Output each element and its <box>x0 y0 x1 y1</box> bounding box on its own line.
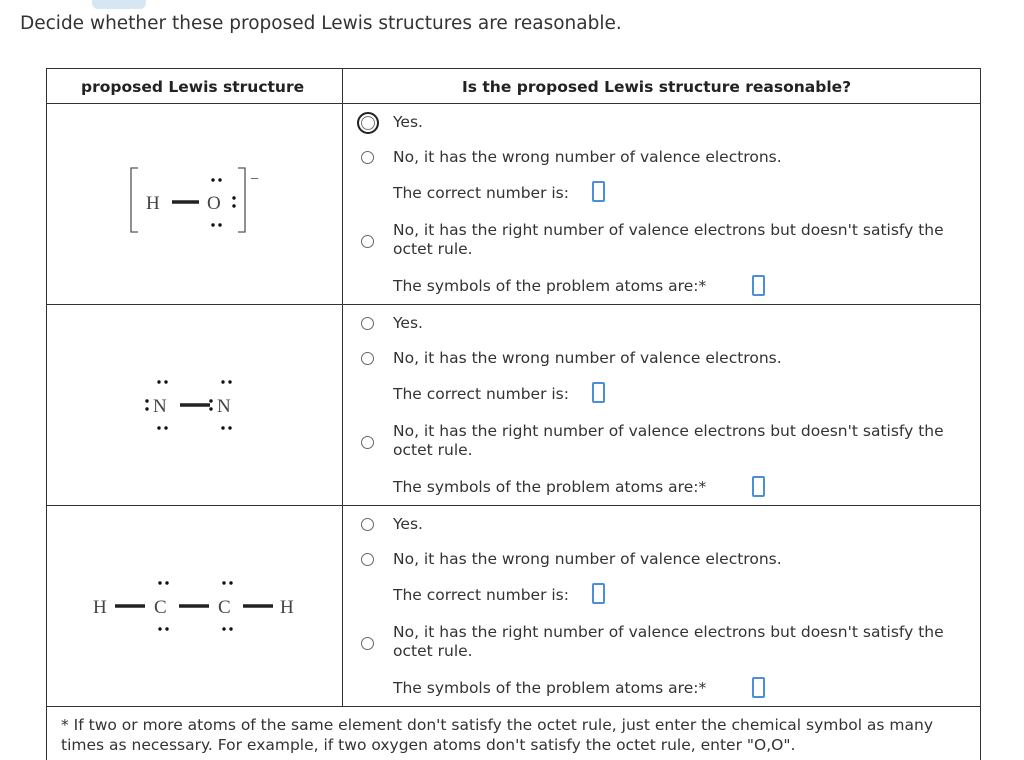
radio-wrong-valence-row3[interactable] <box>361 553 374 566</box>
option-wrong-valence-label: No, it has the wrong number of valence electrons. <box>393 550 782 568</box>
atom-label: H <box>93 597 107 618</box>
radio-wrong-valence-row1[interactable] <box>361 151 374 164</box>
charge-label: − <box>250 171 260 188</box>
radio-yes-row3[interactable] <box>361 518 374 531</box>
atom-label: H <box>146 193 160 214</box>
option-octet-label: No, it has the right number of valence electrons but doesn't satisfy the <box>393 623 944 641</box>
atom-label: O <box>207 193 221 214</box>
atom-label: N <box>217 396 231 417</box>
row-divider-3 <box>46 706 981 707</box>
lewis-structure-hcch <box>85 566 315 646</box>
footnote-line-1: * If two or more atoms of the same element don't satisfy the octet rule, just enter the chemical symbol as many <box>61 716 934 734</box>
correct-number-input-row3[interactable] <box>592 583 605 604</box>
radio-octet-row2[interactable] <box>361 436 374 449</box>
problem-atoms-input-row3[interactable] <box>752 677 765 698</box>
problem-atoms-label: The symbols of the problem atoms are:* <box>393 277 707 295</box>
problem-atoms-input-row1[interactable] <box>752 275 765 296</box>
problem-atoms-label: The symbols of the problem atoms are:* <box>393 679 707 697</box>
option-octet-label-cont: octet rule. <box>393 441 473 459</box>
correct-number-label: The correct number is: <box>393 385 569 403</box>
top-tab-hint <box>92 0 146 9</box>
option-wrong-valence-label: No, it has the wrong number of valence electrons. <box>393 148 782 166</box>
radio-octet-row1[interactable] <box>361 235 374 248</box>
lewis-structure-hydroxide <box>120 160 280 240</box>
option-yes-label: Yes. <box>393 515 423 533</box>
radio-wrong-valence-row2[interactable] <box>361 352 374 365</box>
footnote-line-2: times as necessary. For example, if two oxygen atoms don't satisfy the octet rule, enter "O,O". <box>61 736 796 754</box>
header-divider <box>46 103 981 104</box>
column-header-reasonable: Is the proposed Lewis structure reasonable? <box>462 78 852 96</box>
footnote <box>61 715 976 755</box>
lewis-structure-n2 <box>140 365 250 445</box>
row-divider-2 <box>46 505 981 506</box>
option-yes-label: Yes. <box>393 314 423 332</box>
column-header-structure: proposed Lewis structure <box>81 78 305 96</box>
correct-number-input-row2[interactable] <box>592 382 605 403</box>
question-prompt: Decide whether these proposed Lewis structures are reasonable. <box>20 13 622 34</box>
problem-atoms-label: The symbols of the problem atoms are:* <box>393 478 707 496</box>
option-octet-label-cont: octet rule. <box>393 240 473 258</box>
atom-label: H <box>280 597 294 618</box>
radio-octet-row3[interactable] <box>361 637 374 650</box>
correct-number-label: The correct number is: <box>393 184 569 202</box>
atom-label: C <box>154 597 167 618</box>
atom-label: C <box>218 597 231 618</box>
radio-yes-row1[interactable] <box>357 112 379 134</box>
problem-atoms-input-row2[interactable] <box>752 476 765 497</box>
option-octet-label: No, it has the right number of valence electrons but doesn't satisfy the <box>393 422 944 440</box>
column-divider <box>342 68 343 706</box>
atom-label: N <box>153 396 167 417</box>
option-octet-label: No, it has the right number of valence electrons but doesn't satisfy the <box>393 221 944 239</box>
correct-number-input-row1[interactable] <box>592 181 605 202</box>
correct-number-label: The correct number is: <box>393 586 569 604</box>
option-octet-label-cont: octet rule. <box>393 642 473 660</box>
radio-yes-row2[interactable] <box>361 317 374 330</box>
row-divider-1 <box>46 304 981 305</box>
option-yes-label: Yes. <box>393 113 423 131</box>
option-wrong-valence-label: No, it has the wrong number of valence electrons. <box>393 349 782 367</box>
